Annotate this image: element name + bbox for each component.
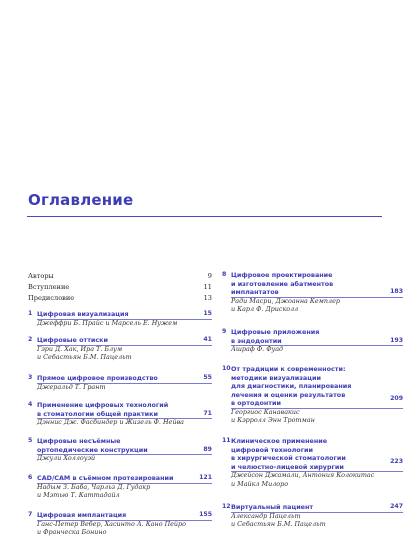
chapter-page: 193 [390,336,403,344]
chapter-title: Клиническое применение [231,437,328,445]
chapter-title: Прямое цифровое производство [37,374,158,382]
chapter-number: 3 [28,374,33,381]
entry-page: 13 [203,294,212,302]
chapter-title: в стоматологии общей практики [37,409,158,418]
toc-chapter-3[interactable] [28,374,212,391]
chapter-authors: и Мэтью Т. Каттадайл [37,491,120,499]
chapter-authors: Джеффри Б. Прайс и Марсель Е. Нужем [37,318,178,327]
chapter-page: 209 [390,394,403,402]
chapter-authors: Дэннис Дж. Фасбиндер и Жизель Ф. Нейва [37,418,184,426]
chapter-title: методики визуализации [231,373,321,382]
chapter-title: лечения и оценки результатов [231,390,346,399]
chapter-title: Виртуальный пациент [231,503,314,511]
chapter-number: 5 [28,437,33,444]
toc-front-entry[interactable] [28,282,212,293]
chapter-number: 9 [222,328,227,335]
chapter-underline [37,483,212,484]
toc-title: Оглавление [28,191,134,209]
chapter-authors: Ганс-Петер Вебер, Хасинто А. Кано Пейро [37,519,186,528]
chapter-authors: Джеральд Т. Грант [37,382,106,391]
chapter-underline [231,512,403,513]
chapter-title: для диагностики, планирования [231,382,352,390]
chapter-title: CAD/CAM в съёмном протезировании [37,474,174,482]
chapter-page: 89 [203,445,212,453]
toc-chapter-2[interactable] [28,336,212,362]
chapter-authors: Гэри Д. Хак, Ира Т. Блум [37,344,123,353]
chapter-number: 6 [28,474,33,481]
chapter-authors: и Себастьян Б.М. Пацельт [37,353,132,361]
chapter-title: Применение цифровых технологий [37,401,169,409]
chapter-underline [37,520,212,521]
chapter-title: Цифровая имплантация [37,511,127,519]
chapter-authors: и Франческа Бонино [37,528,107,536]
chapter-page: 223 [390,458,403,465]
chapter-page: 41 [203,336,212,343]
chapter-page: 55 [203,374,212,381]
toc-front-entry[interactable] [28,271,212,282]
toc-chapter-9[interactable] [222,328,403,354]
entry-page: 9 [207,272,212,280]
chapter-number: 8 [222,271,227,278]
chapter-number: 1 [28,310,33,317]
toc-left-column [28,271,212,536]
chapter-underline [37,345,212,346]
chapter-title: имплантатов [231,288,279,296]
chapter-number: 12 [222,503,231,510]
chapter-underline [37,454,212,455]
toc-chapter-5[interactable] [28,437,212,463]
toc-chapter-8[interactable] [222,271,403,314]
chapter-title: От традиции к современности: [231,365,346,373]
chapter-title: цифровой технологии [231,445,313,454]
chapter-underline [37,418,212,419]
chapter-underline [37,319,212,320]
chapter-authors: и Карл Ф. Дрисколл [231,305,299,313]
toc-chapter-4[interactable] [28,401,212,427]
toc-chapter-11[interactable] [222,437,403,488]
chapter-page: 121 [199,474,212,481]
chapter-underline [231,471,403,472]
chapter-underline [231,297,403,298]
chapter-page: 71 [203,409,212,417]
toc-chapter-6[interactable] [28,474,212,500]
chapter-authors: Надым З. Баба, Чарльз Д. Гудакр [37,482,151,491]
chapter-page: 15 [203,310,212,317]
toc-front-entry[interactable] [28,293,212,304]
chapter-underline [231,345,403,346]
chapter-title: ортопедические конструкции [37,445,148,454]
chapter-authors: Джули Холлоуэй [37,454,96,462]
chapter-page: 247 [390,503,403,510]
chapter-number: 10 [222,365,231,372]
chapter-number: 7 [28,511,33,518]
chapter-authors: и Кэрролл Энн Тротман [231,416,315,424]
chapter-title: Цифровая визуализация [37,310,129,318]
entry-title: Вступление [28,283,70,291]
chapter-authors: Джейсон Джамали, Антония Колокитас [231,471,375,479]
chapter-underline [37,383,212,384]
chapter-underline [231,408,403,409]
chapter-title: Цифровые оттиски [37,336,108,344]
chapter-authors: Ашраф Ф. Фуад [231,345,284,353]
toc-chapter-12[interactable] [222,503,403,529]
chapter-title: и челюстно-лицевой хирургии [231,462,344,471]
entry-title: Авторы [28,272,54,280]
chapter-title: Цифровые несъёмные [37,437,121,445]
toc-chapter-7[interactable] [28,511,212,537]
chapter-title: в эндодонтии [231,336,282,345]
chapter-number: 11 [222,437,231,444]
chapter-number: 4 [28,401,33,408]
chapter-page: 183 [390,288,403,295]
entry-page: 11 [203,283,212,291]
title-rule [27,216,382,217]
chapter-title: и изготовление абатментов [231,279,334,288]
chapter-authors: Георгиос Канавакис [231,407,300,416]
chapter-number: 2 [28,336,33,343]
toc-chapter-1[interactable] [28,310,212,327]
entry-title: Предисловие [28,294,75,302]
chapter-authors: Ради Масри, Джоанна Кемплер [231,296,340,305]
chapter-title: в хирургической стоматологии [231,454,346,462]
chapter-authors: Александр Пацельт [231,511,301,520]
chapter-title: Цифровое проектирование [231,271,333,279]
toc-chapter-10[interactable] [222,365,403,425]
chapter-authors: и Майкл Милоро [231,479,289,488]
chapter-title: в ортодонтии [231,399,281,407]
chapter-title: Цифровые приложения [231,328,320,336]
chapter-page: 155 [199,511,212,518]
chapter-authors: и Себастьян Б.М. Пацельт [231,520,326,528]
